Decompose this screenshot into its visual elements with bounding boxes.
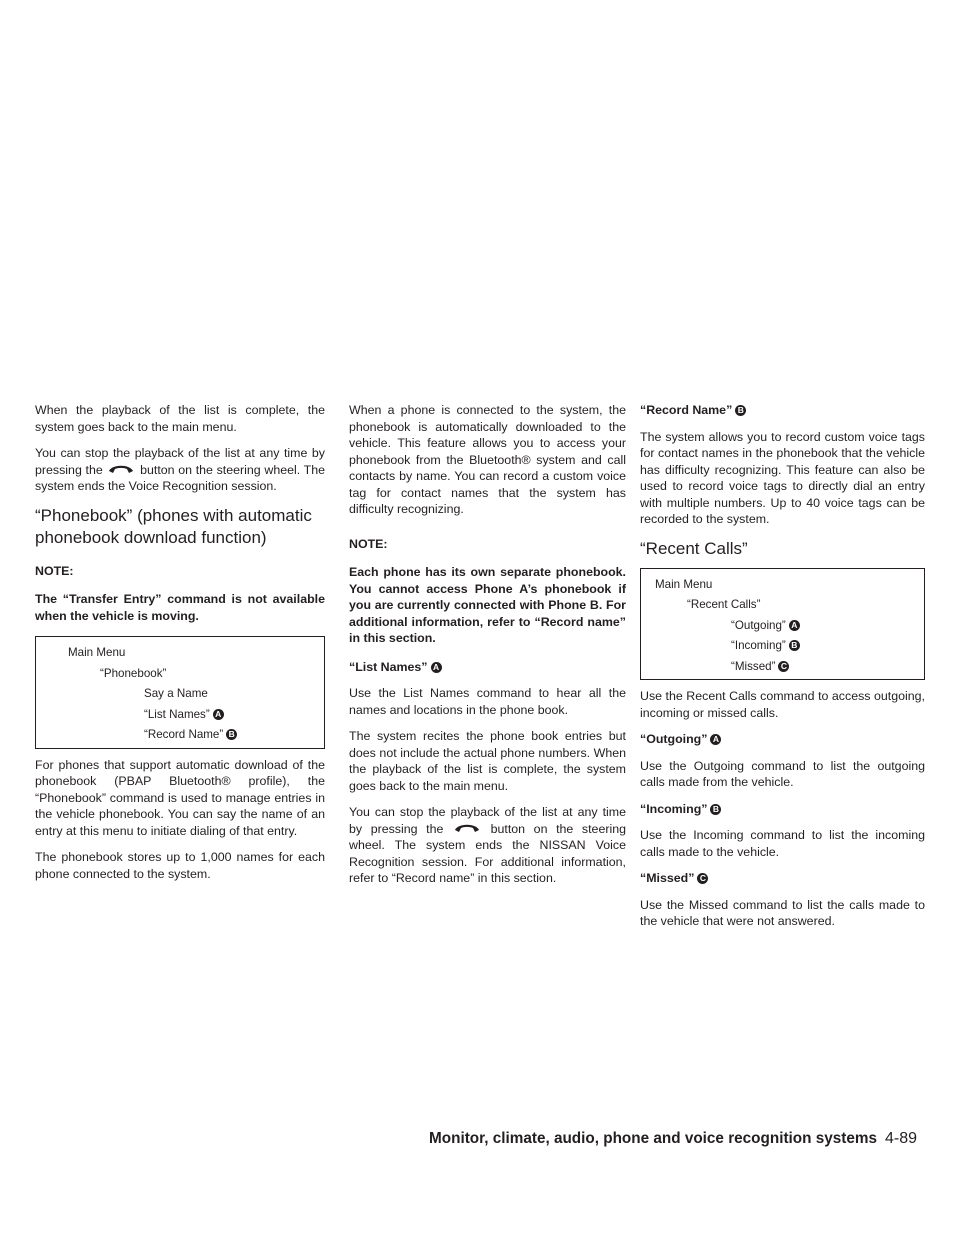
subheading-text: “Missed”: [640, 871, 695, 885]
subheading-text: “Record Name”: [640, 403, 733, 417]
text: You can stop the playback of the list at any time by pressing the: [349, 805, 626, 836]
footer-section-title: Monitor, climate, audio, phone and voice recognition systems: [429, 1130, 877, 1147]
menu-line: [36, 684, 324, 705]
menu-line: [641, 616, 924, 637]
paragraph: Use the Incoming command to list the incoming calls made to the vehicle.: [640, 828, 925, 859]
callout-badge: B: [710, 804, 721, 815]
callout-badge: A: [789, 620, 800, 631]
paragraph: [349, 804, 626, 887]
subheading-text: “List Names”: [349, 659, 428, 674]
command-menu-box: [640, 568, 925, 681]
paragraph: Use the Outgoing command to list the outgoing calls made from the vehicle.: [640, 758, 925, 789]
paragraph: When a phone is connected to the system, the phonebook is automatically downloaded to the vehicle. This feature allows you to access your phonebook from the Bluetooth® system and call contacts by name. You can record a custom voice tag for contact names that the system has difficulty recognizing.: [349, 403, 626, 516]
paragraph: The phonebook stores up to 1,000 names for each phone connected to the system.: [35, 850, 325, 881]
page-footer: [429, 1130, 917, 1148]
subheading-text: “Outgoing”: [640, 732, 708, 746]
subheading: [640, 402, 925, 419]
paragraph: [35, 445, 325, 495]
page-number: 4-89: [884, 1130, 917, 1147]
paragraph: For phones that support automatic download of the phonebook (PBAP Bluetooth® profile), the “Phonebook” command is used to manage entries in the vehicle phonebook. You can say the name of an entry at this menu to initiate dialing of that entry.: [35, 757, 325, 838]
column-3: [640, 402, 925, 940]
callout-badge: B: [789, 640, 800, 651]
menu-line: [641, 657, 924, 678]
command-menu-box: [35, 636, 325, 749]
menu-text: “Record Name”: [144, 728, 224, 741]
callout-badge: A: [431, 662, 442, 673]
note-text: Each phone has its own separate phonebook. You cannot access Phone A’s phonebook if you are currently connected with Phone B. For additional information, refer to “Record name” in this section.: [349, 565, 626, 645]
phone-hang-up-icon: [106, 463, 136, 475]
column-2: [349, 402, 626, 897]
paragraph: Use the Recent Calls command to access outgoing, incoming or missed calls.: [640, 689, 925, 720]
paragraph: Use the Missed command to list the calls made to the vehicle that were not answered.: [640, 897, 925, 928]
note-label: NOTE:: [349, 536, 388, 551]
phone-hang-up-icon: [452, 822, 482, 834]
menu-text: Main Menu: [68, 646, 126, 659]
menu-text: Say a Name: [144, 687, 208, 700]
paragraph: When the playback of the list is complete, the system goes back to the main menu.: [35, 403, 325, 434]
subheading: [640, 870, 925, 887]
paragraph: The system allows you to record custom voice tags for contact names in the phonebook that the vehicle has difficulty recognizing. This feature can also be used to record voice tags to directly dial an entry with multiple numbers. Up to 40 voice tags can be recorded to the system.: [640, 429, 925, 526]
menu-text: “Outgoing”: [731, 618, 786, 632]
paragraph: Use the List Names command to hear all the names and locations in the phone book.: [349, 686, 626, 717]
menu-line: [641, 595, 924, 616]
note-label: NOTE:: [35, 563, 74, 578]
menu-line: [36, 725, 324, 746]
menu-line: [641, 636, 924, 657]
menu-text: “Missed”: [731, 659, 776, 673]
menu-line: [36, 705, 324, 726]
subheading: [640, 731, 925, 748]
menu-text: “Phonebook”: [100, 666, 167, 680]
text: button on the steering wheel. The system ends the Voice Recognition session.: [35, 462, 325, 493]
menu-text: Main Menu: [655, 577, 713, 591]
text: You can stop the playback of the list at any time by pressing the: [35, 446, 325, 477]
menu-line: [641, 575, 924, 596]
callout-badge: A: [213, 709, 224, 720]
menu-line: [36, 643, 324, 664]
paragraph: The system recites the phone book entries but does not include the actual phone numbers. When the playback of the list is complete, the system goes back to the main menu.: [349, 729, 626, 793]
subheading: [640, 801, 925, 818]
subheading: [349, 659, 626, 676]
callout-badge: B: [735, 405, 746, 416]
menu-text: “Incoming”: [731, 639, 786, 652]
callout-badge: A: [710, 734, 721, 745]
column-1: [35, 402, 325, 892]
text: button on the steering wheel. The system ends the NISSAN Voice Recognition session. For additional information, refer to “Record name” in this section.: [349, 821, 626, 885]
callout-badge: C: [697, 873, 708, 884]
callout-badge: B: [226, 729, 237, 740]
callout-badge: C: [778, 661, 789, 672]
section-heading: “Recent Calls”: [640, 538, 748, 558]
subheading-text: “Incoming”: [640, 801, 708, 816]
menu-text: “Recent Calls”: [687, 598, 761, 611]
menu-text: “List Names”: [144, 707, 210, 721]
note-text: The “Transfer Entry” command is not available when the vehicle is moving.: [35, 592, 325, 623]
menu-line: [36, 664, 324, 685]
section-heading: “Phonebook” (phones with automatic phonebook download function): [35, 505, 312, 547]
